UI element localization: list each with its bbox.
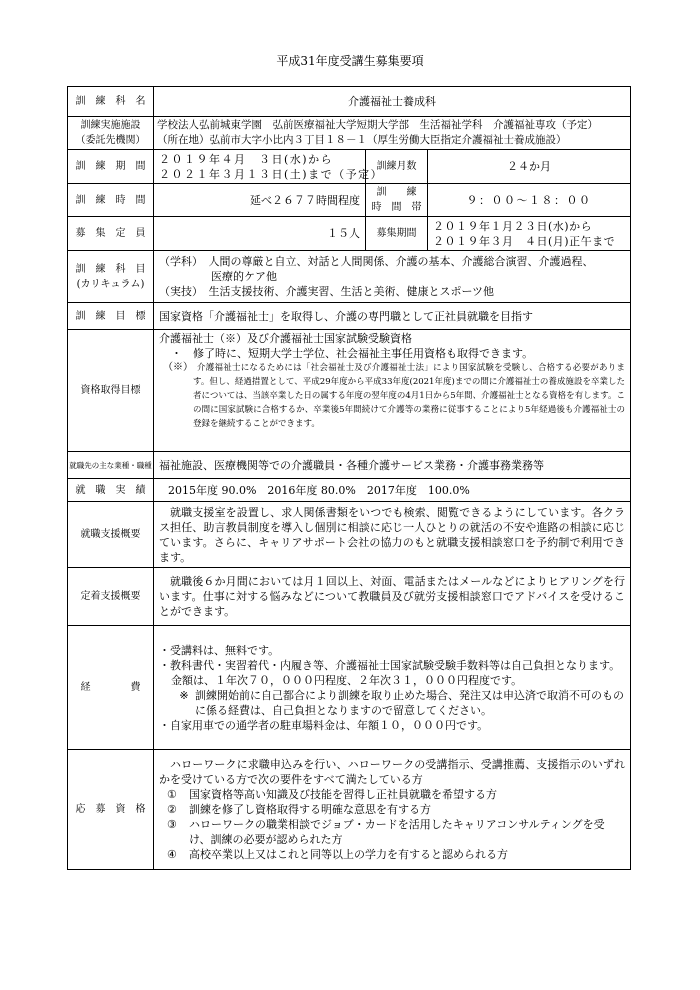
facility-line1: 学校法人弘前城東学園 弘前医療福祉大学短期大学部 生活福祉学科 介護福祉専攻（予定） (157, 119, 598, 131)
expenses-line4: ・自家用車での通学者の駐車場料金は、年額１０，０００円です。 (159, 718, 489, 732)
employment-record-label: 就 職 実 績 (68, 479, 154, 502)
course-label: 訓 練 科 名 (68, 87, 154, 117)
curriculum-line3: （実技） 生活支援技術、介護実習、生活と美術、健康とスポーツ他 (159, 285, 495, 298)
qualification-line2: ・ 修了時に、短期大学士学位、社会福祉主事任用資格も取得できます。 (171, 347, 534, 360)
eligibility-item-text: 国家資格等高い知識及び技能を習得し正社員就職を希望する方 (189, 788, 497, 801)
row-curriculum (68, 251, 631, 303)
goal-value: 国家資格「介護福祉士」を取得し、介護の専門職として正社員就職を目指す (154, 303, 631, 330)
timeband-value: ９：００～１８：００ (428, 184, 631, 217)
hours-value: 延べ２６７７時間程度 (154, 184, 366, 217)
goal-label: 訓 練 目 標 (68, 303, 154, 330)
row-retention (68, 568, 631, 626)
capacity-value: １５人 (154, 217, 366, 251)
facility-label-line2: （委託先機関） (75, 135, 146, 146)
row-employment-field (68, 452, 631, 479)
facility-value (154, 117, 631, 150)
eligibility-item-num: ④ (167, 848, 177, 861)
facility-label-line1: 訓練実施施設 (80, 120, 141, 131)
recruit-period-label: 募集期間 (366, 217, 428, 251)
row-hours (68, 184, 631, 217)
row-goal (68, 303, 631, 330)
qualification-note-text: 介護福祉士になるためには「社会福祉士及び介護福祉士法」により国家試験を受験し、合格する必要があります。但し、経過措置として、平成29年度から平成33年度(2021年度)までの間に介護福祉士の養成施設を卒業した者については、当該卒業した日の属する年度の翌年度の4月1日から5年間、介護福祉士となる資格を有します。この間に国家試験に合格するか、卒業後5年間続けて介護等の業務に従事することにより5年経過後も介護福祉士の登録を継続することができます。 (193, 363, 625, 429)
row-period (68, 150, 631, 184)
support-value: 就職支援室を設置し、求人関係書類をいつでも検索、閲覧できるようにしています。各クラス担任、助言教員制度を導入し個別に相談に応じ一人ひとりの就活の不安や進路の相談に応じています。さらに、キャリアサポート会社の協力のもと就職支援相談窓口を予約制で利用できます。 (154, 502, 631, 568)
row-facility (68, 117, 631, 150)
curriculum-label-line2: (カリキュラム) (76, 278, 145, 290)
employment-record-value: 2015年度 90.0% 2016年度 80.0% 2017年度 100.0% (154, 479, 631, 502)
retention-value: 就職後６か月間においては月１回以上、対面、電話またはメールなどによりヒアリングを行います。仕事に対する悩みなどについて教職員及び就労支援相談窓口でアドバイスを受けることができます。 (154, 568, 631, 626)
eligibility-item-num: ① (167, 788, 177, 801)
expenses-note (159, 688, 625, 718)
expenses-line1: ・受講料は、無料です。 (159, 643, 280, 657)
recruitment-table (67, 86, 631, 870)
row-support (68, 502, 631, 568)
row-course (68, 87, 631, 117)
curriculum-line1: （学科） 人間の尊厳と自立、対話と人間関係、介護の基本、介護総合演習、介護過程、 (159, 255, 594, 268)
eligibility-label: 応 募 資 格 (68, 750, 154, 870)
expenses-note-mark: ※ (179, 688, 189, 702)
period-line2: ２０２１年３月１３日(土)まで（予定） (159, 167, 384, 181)
months-value: ２４か月 (428, 150, 631, 184)
qualification-label: 資格取得目標 (68, 330, 154, 452)
eligibility-item-text: ハローワークの職業相談でジョブ・カードを活用したキャリアコンサルティングを受け、訓練の必要が認められた方 (189, 818, 605, 846)
facility-line2: （所在地）弘前市大字小比内３丁目１８－１（厚生労働大臣指定介護福祉士養成施設） (157, 134, 567, 146)
months-label: 訓練月数 (366, 150, 428, 184)
page-title: 平成31年度受講生募集要項 (276, 54, 424, 68)
expenses-note-text: 訓練開始前に自己都合により訓練を取り止めた場合、発注又は申込済で取消不可のものに係る経費は、自己負担となりますので留意してください。 (195, 688, 624, 717)
period-label: 訓 練 期 間 (68, 150, 154, 184)
timeband-label-line2: 時 間 帯 (371, 202, 422, 213)
recruit-period-line2: ２０１９年３月 ４日(月)正午まで (433, 234, 616, 248)
eligibility-item (159, 787, 625, 802)
eligibility-item (159, 847, 625, 862)
curriculum-label-line1: 訓 練 科 目 (75, 263, 146, 275)
expenses-line3: 金額は、１年次７０，０００円程度、２年次３１，０００円程度です。 (171, 673, 523, 687)
qualification-value (154, 330, 631, 452)
eligibility-item-num: ② (167, 803, 177, 816)
row-employment-record (68, 479, 631, 502)
row-qualification (68, 330, 631, 452)
eligibility-item (159, 802, 625, 817)
facility-label (68, 117, 154, 150)
course-value: 介護福祉士養成科 (154, 87, 631, 117)
eligibility-item-num: ③ (167, 818, 177, 831)
timeband-label-line1: 訓 練 (376, 187, 417, 198)
row-eligibility (68, 750, 631, 870)
curriculum-label (68, 251, 154, 303)
curriculum-value (154, 251, 631, 303)
eligibility-item (159, 817, 625, 847)
qualification-note-mark: （※） (163, 362, 193, 373)
period-line1: ２０１９年４月 ３日(水)から (159, 152, 334, 166)
row-capacity (68, 217, 631, 251)
support-label: 就職支援概要 (68, 502, 154, 568)
employment-field-label: 就職先の主な業種・職種 (68, 452, 154, 479)
eligibility-value (154, 750, 631, 870)
qualification-line1: 介護福祉士（※）及び介護福祉士国家試験受験資格 (159, 332, 412, 345)
period-value (154, 150, 384, 184)
hours-label: 訓 練 時 間 (68, 184, 154, 217)
capacity-label: 募 集 定 員 (68, 217, 154, 251)
curriculum-line2: 医療的ケア他 (211, 270, 277, 283)
expenses-label: 経 費 (68, 626, 154, 750)
eligibility-item-text: 高校卒業以上又はこれと同等以上の学力を有すると認められる方 (189, 848, 508, 861)
qualification-note (159, 361, 625, 431)
expenses-value (154, 626, 631, 750)
eligibility-item-text: 訓練を修了し資格取得する明確な意思を有する方 (189, 803, 431, 816)
expenses-line2: ・教科書代・実習着代・内履き等、介護福祉士国家試験受験手数料等は自己負担となります。 (159, 658, 621, 672)
row-expenses (68, 626, 631, 750)
recruit-period-line1: ２０１９年１月２３日(水)から (433, 219, 593, 233)
employment-field-value: 福祉施設、医療機関等での介護職員・各種介護サービス業務・介護事務業務等 (154, 452, 631, 479)
recruit-period-value (428, 217, 631, 251)
eligibility-intro: ハローワークに求職申込みを行い、ハローワークの受講指示、受講推薦、支援指示のいずれかを受けている方で次の要件をすべて満たしている方 (159, 758, 625, 786)
timeband-label (366, 184, 428, 217)
retention-label: 定着支援概要 (68, 568, 154, 626)
